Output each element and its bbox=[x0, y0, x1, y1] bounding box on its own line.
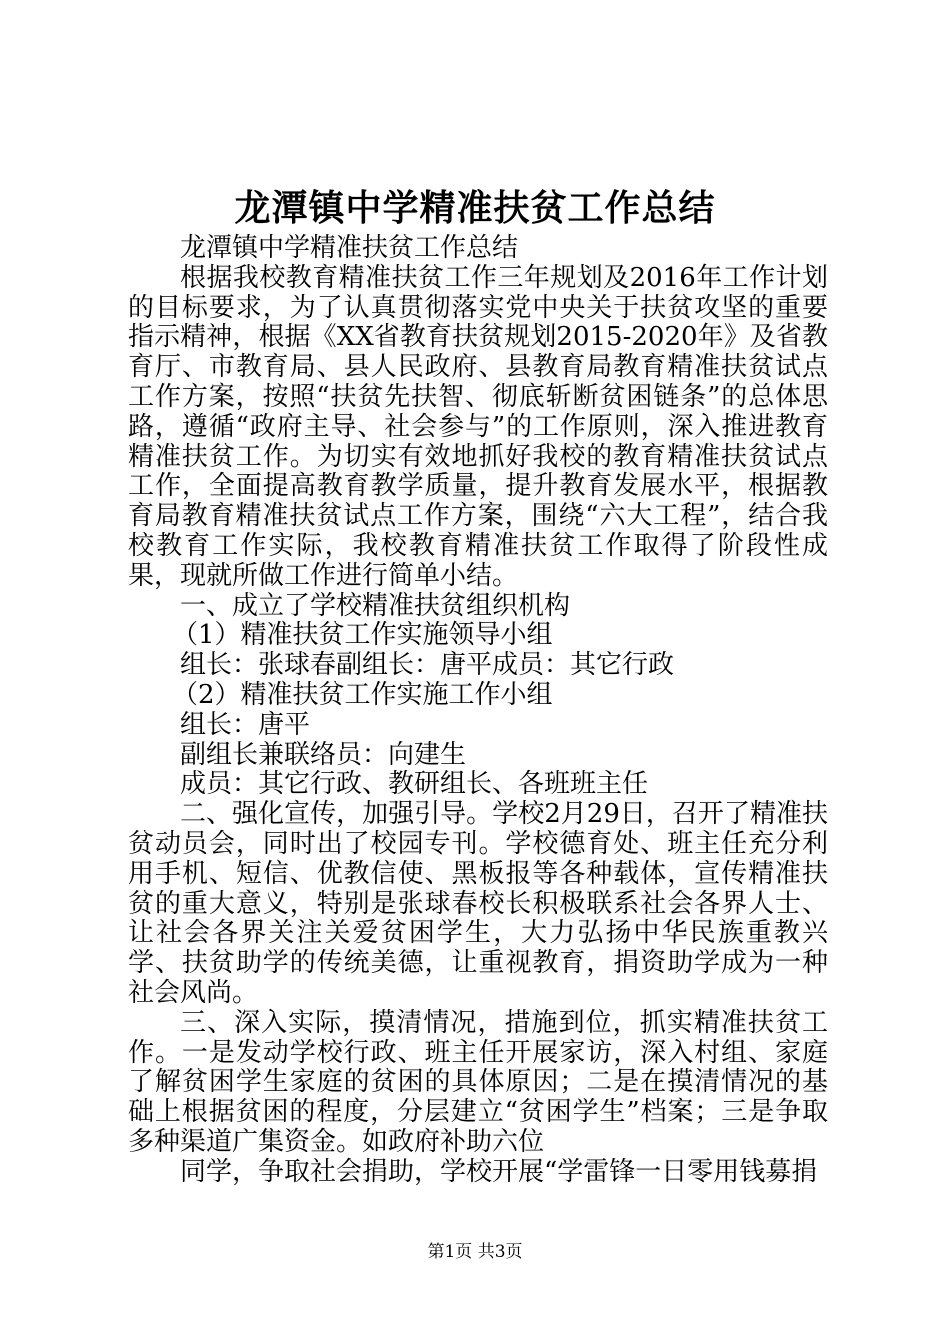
section3-paragraph: 三、深入实际，摸清情况，措施到位，抓实精准扶贫工作。一是发动学校行政、班主任开展家访，深入村组、家庭了解贫困学生家庭的贫困的具体原因；二是在摸清情况的基础上根据贫困的程度，分层建立“贫困学生”档案；三是争取多种渠道广集资金。如政府补助六位 bbox=[128, 1007, 828, 1157]
continuation-paragraph: 同学，争取社会捐助，学校开展“学雷锋一日零用钱募捐 bbox=[180, 1156, 818, 1187]
intro-paragraph: 根据我校教育精准扶贫工作三年规划及2016年工作计划的目标要求，为了认真贯彻落实党中央关于扶贫攻坚的重要指示精神，根据《XX省教育扶贫规划2015-2020年》及省教育厅、市教育局、县人民政府、县教育局教育精准扶贫试点工作方案，按照“扶贫先扶智、彻底斩断贫困链条”的总体思路，遵循“政府主导、社会参与”的工作原则，深入推进教育精准扶贫工作。为切实有效地抓好我校的教育精准扶贫试点工作，全面提高教育教学质量，提升教育发展水平，根据教育局教育精准扶贫试点工作方案，围绕“六大工程”，结合我校教育工作实际，我校教育精准扶贫工作取得了阶段性成果，现就所做工作进行简单小结。 bbox=[128, 262, 828, 591]
group2-members: 成员：其它行政、教研组长、各班班主任 bbox=[180, 769, 649, 800]
group2-deputy: 副组长兼联络员：向建生 bbox=[180, 739, 467, 770]
document-body bbox=[128, 234, 828, 1188]
section1-heading: 一、成立了学校精准扶贫组织机构 bbox=[180, 590, 571, 621]
document-title: 龙潭镇中学精准扶贫工作总结 bbox=[234, 187, 716, 229]
group1-heading: （1）精准扶贫工作实施领导小组 bbox=[172, 620, 553, 651]
group2-leader: 组长：唐平 bbox=[180, 709, 311, 740]
subtitle-line: 龙潭镇中学精准扶贫工作总结 bbox=[180, 233, 519, 263]
group2-heading: （2）精准扶贫工作实施工作小组 bbox=[172, 679, 553, 710]
section2-paragraph: 二、强化宣传，加强引导。学校2月29日，召开了精准扶贫动员会，同时出了校园专刊。学校德育处、班主任充分利用手机、短信、优教信使、黑板报等各种载体，宣传精准扶贫的重大意义，特别是张球春校长积极联系社会各界人士、让社会各界关注关爱贫困学生，大力弘扬中华民族重教兴学、扶贫助学的传统美德，让重视教育，捐资助学成为一种社会风尚。 bbox=[128, 799, 828, 1008]
group1-members: 组长：张球春副组长：唐平成员：其它行政 bbox=[180, 650, 675, 681]
page-number: 第1页 共3页 bbox=[427, 1242, 523, 1262]
